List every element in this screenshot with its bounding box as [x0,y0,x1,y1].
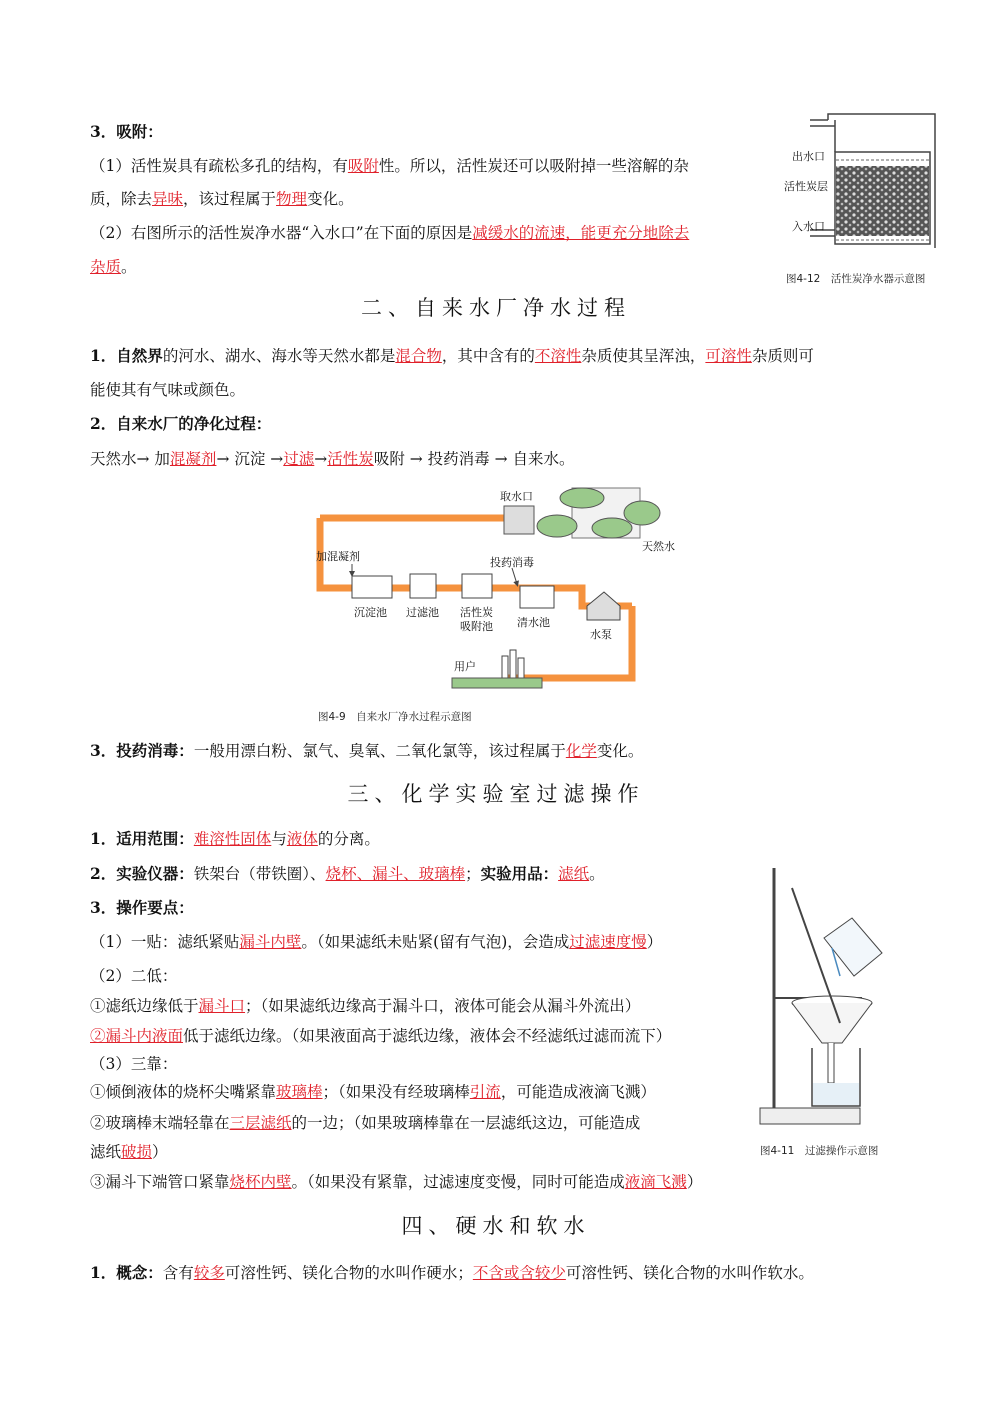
carbon-purifier-figure [780,108,940,290]
s3-line-4: （1）一贴：滤纸紧贴漏斗内壁。（如果滤纸未贴紧(留有气泡)，会造成过滤速度慢） [90,933,663,951]
clear-tank-label: 清水池 [517,616,550,629]
settle-tank-label: 沉淀池 [354,606,387,619]
water-plant-caption: 图4-9 自来水厂净水过程示意图 [318,711,472,723]
s2-line-2: 能使其有气味或颜色。 [90,381,246,399]
disinfect-label: 投药消毒 [490,556,534,569]
s3-line-9: ①倾倒液体的烧杯尖嘴紧靠玻璃棒；（如果没有经玻璃棒引流，可能造成液滴飞溅） [90,1083,656,1101]
carbon-layer-label: 活性炭层 [784,180,828,193]
s3-line-10: ②玻璃棒末端轻靠在三层滤纸的一边；（如果玻璃棒靠在一层滤纸这边，可能造成 [90,1114,641,1132]
filtration-figure [752,858,892,1164]
filter-tank-label: 过滤池 [406,606,439,619]
s3-line-5: （2）二低： [90,967,178,985]
section-3-title: 三、化学实验室过滤操作 [347,782,645,806]
s3-line-12: ③漏斗下端管口紧靠烧杯内壁。（如果没有紧靠，过滤速度变慢，同时可能造成液滴飞溅） [90,1173,703,1191]
adsorption-heading: 3．吸附： [90,122,163,141]
adsorption-line-4: 杂质。 [90,258,137,276]
s3-line-7: ②漏斗内液面低于滤纸边缘。（如果液面高于滤纸边缘，液体会不经滤纸过滤而流下） [90,1027,672,1045]
adsorption-line-2: 质，除去异味，该过程属于物理变化。 [90,190,354,208]
section-2-title: 二、自来水厂净水过程 [361,296,631,320]
natural-water-label: 天然水 [642,540,675,553]
pump-label: 水泵 [590,628,612,641]
outlet-label: 出水口 [792,150,825,163]
s2-line-3: 2．自来水厂的净化过程： [90,414,272,433]
carbon-tank-label-2: 吸附池 [460,620,493,633]
s2-line-4: 3．投药消毒：一般用漂白粉、氯气、臭氧、二氧化氯等，该过程属于化学变化。 [90,741,644,760]
s3-line-11: 滤纸破损） [90,1143,168,1161]
s2-line-1: 1．自然界的河水、湖水、海水等天然水都是混合物，其中含有的不溶性杂质使其呈浑浊，可溶性杂质则可 [90,346,814,365]
s3-line-8: （3）三靠： [90,1055,178,1073]
user-label: 用户 [454,660,476,673]
s3-line-6: ①滤纸边缘低于漏斗口；（如果滤纸边缘高于漏斗口，液体可能会从漏斗外流出） [90,997,641,1015]
s3-line-2: 2．实验仪器：铁架台（带铁圈）、烧杯、漏斗、玻璃棒；实验用品：滤纸。 [90,864,605,883]
coagulant-label: 加混凝剂 [316,550,360,563]
section-4-title: 四、硬水和软水 [401,1214,591,1238]
water-plant-figure [312,478,702,728]
carbon-layer-texture [836,166,929,236]
s3-line-3: 3．操作要点： [90,898,194,917]
s4-line-1: 1．概念：含有较多可溶性钙、镁化合物的水叫作硬水；不含或含较少可溶性钙、镁化合物的水叫作软水。 [90,1263,814,1282]
hills-illustration [537,488,660,538]
adsorption-line-3: （2）右图所示的活性炭净水器“入水口”在下面的原因是减缓水的流速，能更充分地除去 [90,224,690,242]
adsorption-line-1: （1）活性炭具有疏松多孔的结构，有吸附性。所以，活性炭还可以吸附掉一些溶解的杂 [90,157,689,175]
intake-label: 取水口 [500,490,533,503]
inlet-label: 入水口 [792,220,825,233]
carbon-tank-label-1: 活性炭 [460,606,493,619]
purification-flow: 天然水→ 加混凝剂→ 沉淀 →过滤→活性炭吸附 → 投药消毒 → 自来水。 [90,450,575,468]
carbon-purifier-caption: 图4-12 活性炭净水器示意图 [786,273,926,285]
s3-line-1: 1．适用范围：难溶性固体与液体的分离。 [90,829,380,848]
filtration-caption: 图4-11 过滤操作示意图 [760,1145,879,1157]
